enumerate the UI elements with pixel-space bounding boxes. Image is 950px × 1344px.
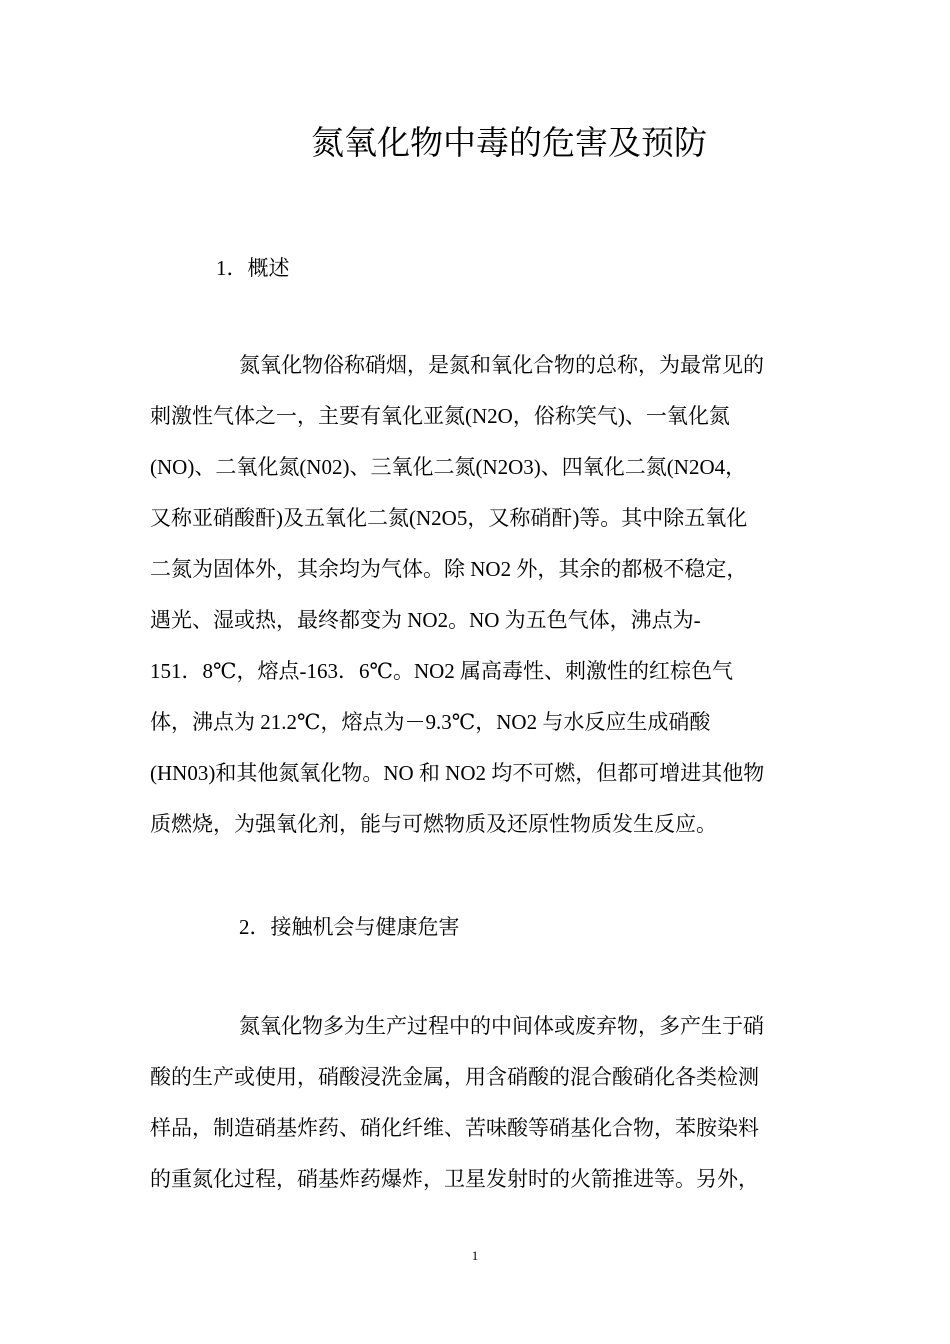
page-number: 1 bbox=[471, 1248, 479, 1263]
paragraph-line: 酸的生产或使用，硝酸浸洗金属，用含硝酸的混合酸硝化各类检测 bbox=[150, 1065, 759, 1089]
paragraph-line: 的重氮化过程，硝基炸药爆炸，卫星发射时的火箭推进等。另外， bbox=[150, 1167, 759, 1191]
paragraph-line: 氮氧化物俗称硝烟，是氮和氧化合物的总称，为最常见的 bbox=[239, 353, 764, 377]
paragraph-line: 刺激性气体之一，主要有氧化亚氮(N2O，俗称笑气)、一氧化氮 bbox=[150, 404, 730, 428]
exposure-paragraph bbox=[150, 1011, 810, 1215]
paragraph-line: 样品，制造硝基炸药、硝化纤维、苦味酸等硝基化合物，苯胺染料 bbox=[150, 1116, 759, 1140]
overview-paragraph bbox=[150, 350, 810, 860]
paragraph-line: 质燃烧，为强氧化剂，能与可燃物质及还原性物质发生反应。 bbox=[150, 812, 717, 836]
paragraph-line: 又称亚硝酸酐)及五氧化二氮(N2O5，又称硝酐)等。其中除五氧化 bbox=[150, 506, 748, 530]
document-title: 氮氧化物中毒的危害及预防 bbox=[311, 123, 707, 162]
paragraph-line: 体，沸点为 21.2℃，熔点为－9.3℃，NO2 与水反应生成硝酸 bbox=[150, 710, 711, 734]
paragraph-line: (NO)、二氧化氮(N02)、三氧化二氮(N2O3)、四氧化二氮(N2O4， bbox=[150, 455, 747, 479]
paragraph-line: 151．8℃，熔点-163．6℃。NO2 属高毒性、刺激性的红棕色气 bbox=[150, 659, 734, 683]
paragraph-line: 氮氧化物多为生产过程中的中间体或废弃物，多产生于硝 bbox=[239, 1014, 764, 1038]
paragraph-line: 二氮为固体外，其余均为气体。除 NO2 外，其余的都极不稳定， bbox=[150, 557, 748, 581]
section-heading-exposure: 2．接触机会与健康危害 bbox=[239, 915, 460, 939]
section-heading-overview: 1．概述 bbox=[216, 256, 290, 280]
paragraph-line: 遇光、湿或热，最终都变为 NO2。NO 为五色气体，沸点为- bbox=[150, 608, 701, 632]
paragraph-line: (HN03)和其他氮氧化物。NO 和 NO2 均不可燃，但都可增进其他物 bbox=[150, 761, 765, 785]
